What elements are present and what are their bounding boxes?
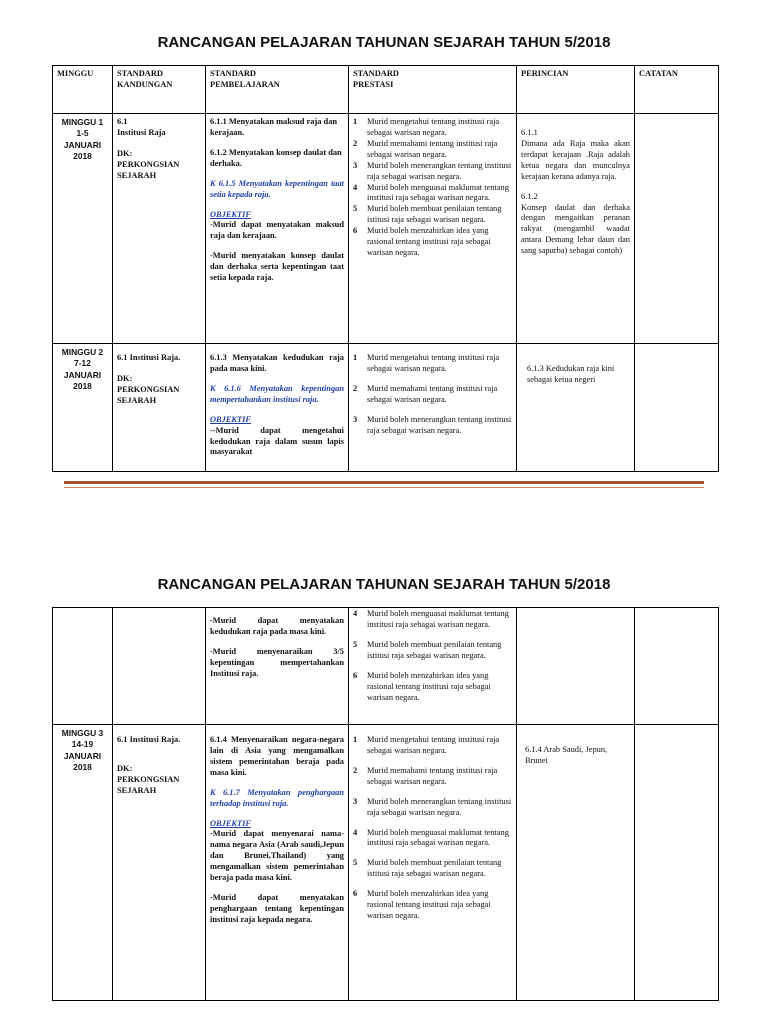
catatan-cell [635, 344, 719, 472]
table-row-continued [53, 608, 719, 725]
pembelajaran-cell: 6.1.3 Menyatakan kedudukan raja pada masa kini. K 6.1.6 Menyatakan kepentingan mempertahankan institusi raja. OBJEKTIF --Murid dapat mengetahui kedudukan raja dalam susun lapis masyarakat [206, 344, 349, 472]
header-prestasi: STANDARD PRESTASI [349, 66, 517, 114]
kandungan-cell: 6.1 Institusi Raja. DK: PERKONGSIAN SEJARAH [113, 725, 206, 1001]
perincian-cell: 6.1.1 Dimana ada Raja maka akan terdapat kerajaan .Raja adalah ketua negara dan munculnya kerajaan kerana adanya raja. 6.1.2 Konsep daulat dan derhaka dengan mengaitkan peranan rakyat (mengambil waadat antara Demang lebar daun dan sang sapurba) sebagai contoh) [517, 114, 635, 344]
header-catatan: CATATAN [635, 66, 719, 114]
lesson-plan-table-1 [52, 65, 719, 472]
table-row [53, 114, 719, 344]
lesson-plan-table-2 [52, 607, 719, 1001]
week-cell [53, 608, 113, 725]
pembelajaran-cell: -Murid dapat menyatakan kedudukan raja pada masa kini. -Murid menyenaraikan 3/5 kepentingan mempertahankan Institusi raja. [206, 608, 349, 725]
week-cell: MINGGU 1 1-5 JANUARI 2018 [53, 114, 113, 344]
catatan-cell [635, 725, 719, 1001]
pembelajaran-cell: 6.1.4 Menyenaraikan negara-negara lain di Asia yang mengamalkan sistem pemerintahan beraja pada masa kini. K 6.1.7 Menyatakan penghargaan terhadap institusi raja. OBJEKTIF -Murid dapat menyenarai nama-nama negara Asia (Arab saudi,Jepun dan Brunei,Thailand) yang mengamalkan sistem pemerintahan beraja pada masa kini. -Murid dapat menyatakan penghargaan tentang kepentingan institusi raja kepada negara. [206, 725, 349, 1001]
page-title-2: RANCANGAN PELAJARAN TAHUNAN SEJARAH TAHUN 5/2018 [157, 576, 611, 593]
week-cell: MINGGU 3 14-19 JANUARI 2018 [53, 725, 113, 1001]
page-title: RANCANGAN PELAJARAN TAHUNAN SEJARAH TAHUN 5/2018 [157, 34, 611, 51]
header-minggu: MINGGU [53, 66, 113, 114]
prestasi-cell: 4 Murid boleh menguasai maklumat tentang institusi raja sebagai warisan negara. 5 Murid boleh membuat penilaian tentang istitusi raja sebagai warisan negara. 6 Murid boleh menzahirkan idea yang rasional tentang institusi raja sebagai warisan negara. [349, 608, 517, 725]
perincian-cell [517, 608, 635, 725]
perincian-cell: 6.1.4 Arab Saudi, Jepun, Brunei [517, 725, 635, 1001]
pembelajaran-cell: 6.1.1 Menyatakan maksud raja dan kerajaan. 6.1.2 Menyatakan konsep daulat dan derhaka. K 6.1.5 Menyatakan kepentingan taat setia kepada raja. OBJEKTIF -Murid dapat menyatakan maksud raja dan kerajaan. -Murid menyatakan konsep daulat dan derhaka serta kepentingan taat setia kepada raja. [206, 114, 349, 344]
table-row [53, 725, 719, 1001]
header-perincian: PERINCIAN [517, 66, 635, 114]
perincian-cell: 6.1.3 Kedudukan raja kini sebagai ketua negeri [517, 344, 635, 472]
prestasi-cell: 1 Murid mengetahui tentang institusi raja sebagai warisan negara. 2 Murid memahami tentang institusi raja sebagai warisan negara. 3 Murid boleh menerangkan tentang institusi raja sebagai warisan negara. 4 Murid boleh menguasai maklumat tentang institusi raja sebagai warisan negara. 5 Murid boleh membuat penilaian tentang istitusi raja sebagai warisan negara. 6 Murid boleh menzahirkan idea yang rasional tentang institusi raja sebagai warisan negara. [349, 725, 517, 1001]
page-divider-thin [64, 487, 704, 488]
header-pembelajaran: STANDARD PEMBELAJARAN [206, 66, 349, 114]
prestasi-cell: 1 Murid mengetahui tentang institusi raja sebagai warisan negara. 2 Murid memahami tentang institusi raja sebagai warisan negara. 3 Murid boleh menerangkan tentang institusi raja sebagai warisan negara. [349, 344, 517, 472]
header-row [53, 66, 719, 114]
catatan-cell [635, 608, 719, 725]
kandungan-cell: 6.1 Institusi Raja. DK: PERKONGSIAN SEJARAH [113, 344, 206, 472]
prestasi-cell: 1 Murid mengetahui tentang institusi raja sebagai warisan negara. 2 Murid memahami tentang institusi raja sebagai warisan negara. 3 Murid boleh menerangkan tentang institusi raja sebagai warisan negara. 4 Murid boleh menguasai maklumat tentang institusi raja sebagai warisan negara. 5 Murid boleh membuat penilaian tentang istitusi raja sebagai warisan negara. 6 Murid boleh menzahirkan idea yang rasional tentang institusi raja sebagai warisan negara. [349, 114, 517, 344]
catatan-cell [635, 114, 719, 344]
kandungan-cell [113, 608, 206, 725]
table-row [53, 344, 719, 472]
kandungan-cell: 6.1 Institusi Raja DK: PERKONGSIAN SEJARAH [113, 114, 206, 344]
header-kandungan: STANDARD KANDUNGAN [113, 66, 206, 114]
page-divider [64, 481, 704, 484]
week-cell: MINGGU 2 7-12 JANUARI 2018 [53, 344, 113, 472]
